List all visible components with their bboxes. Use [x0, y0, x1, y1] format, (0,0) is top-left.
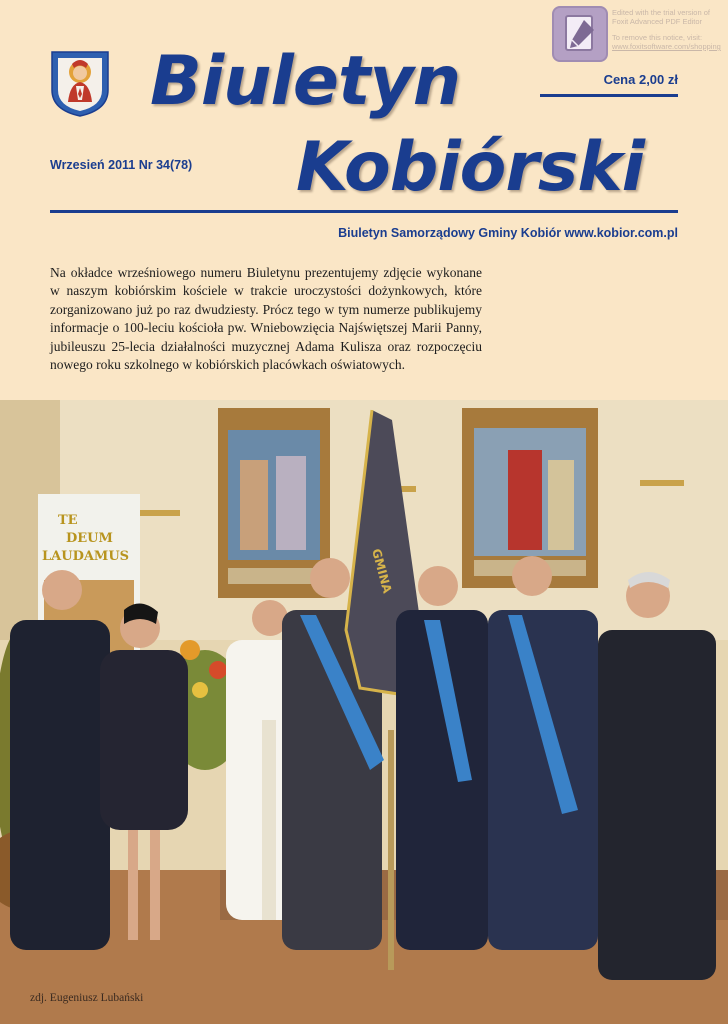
coat-of-arms-icon [50, 50, 110, 118]
watermark-line-3: To remove this notice, visit: [612, 33, 703, 42]
banner-line-3: LAUDAMUS [42, 549, 130, 564]
watermark-line-2: Foxit Advanced PDF Editor [612, 17, 703, 26]
banner-line-1: TE [58, 513, 78, 528]
photo-credit: zdj. Eugeniusz Lubański [30, 992, 144, 1004]
watermark-link[interactable]: www.foxitsoftware.com/shopping [612, 42, 721, 51]
trial-watermark [612, 8, 728, 51]
masthead-title-line-2: Kobiórski [296, 128, 644, 207]
masthead-divider [50, 210, 678, 213]
cover-photo [0, 400, 728, 1024]
intro-paragraph: Na okładce wrześniowego numeru Biuletynu prezentujemy zdjęcie wykonane w naszym kobiórskim kościele w trakcie uroczystości dożynkowych, które zorganizowano już po raz dwudziesty. Prócz tego w tym numerze publikujemy informacje o 100-leciu kościoła pw. Wniebowzięcia Najświętszej Marii Panny, jubileuszu 25-lecia działalności muzycznej Adama Kulisza oraz rozpoczęciu nowego roku szkolnego w kobiórskich placówkach oświatowych. [50, 265, 482, 373]
price-divider [540, 94, 678, 97]
masthead-subtitle: Biuletyn Samorządowy Gminy Kobiór www.kobior.com.pl [338, 226, 678, 240]
price-label: Cena 2,00 zł [603, 72, 678, 87]
issue-date: Wrzesień 2011 Nr 34(78) [50, 158, 193, 172]
pdf-edit-icon [552, 6, 608, 62]
watermark-line-1: Edited with the trial version of [612, 8, 710, 17]
banner-line-2: DEUM [66, 531, 113, 546]
flag-text: GMINA [369, 547, 395, 595]
masthead-title-line-1: Biuletyn [150, 42, 461, 121]
